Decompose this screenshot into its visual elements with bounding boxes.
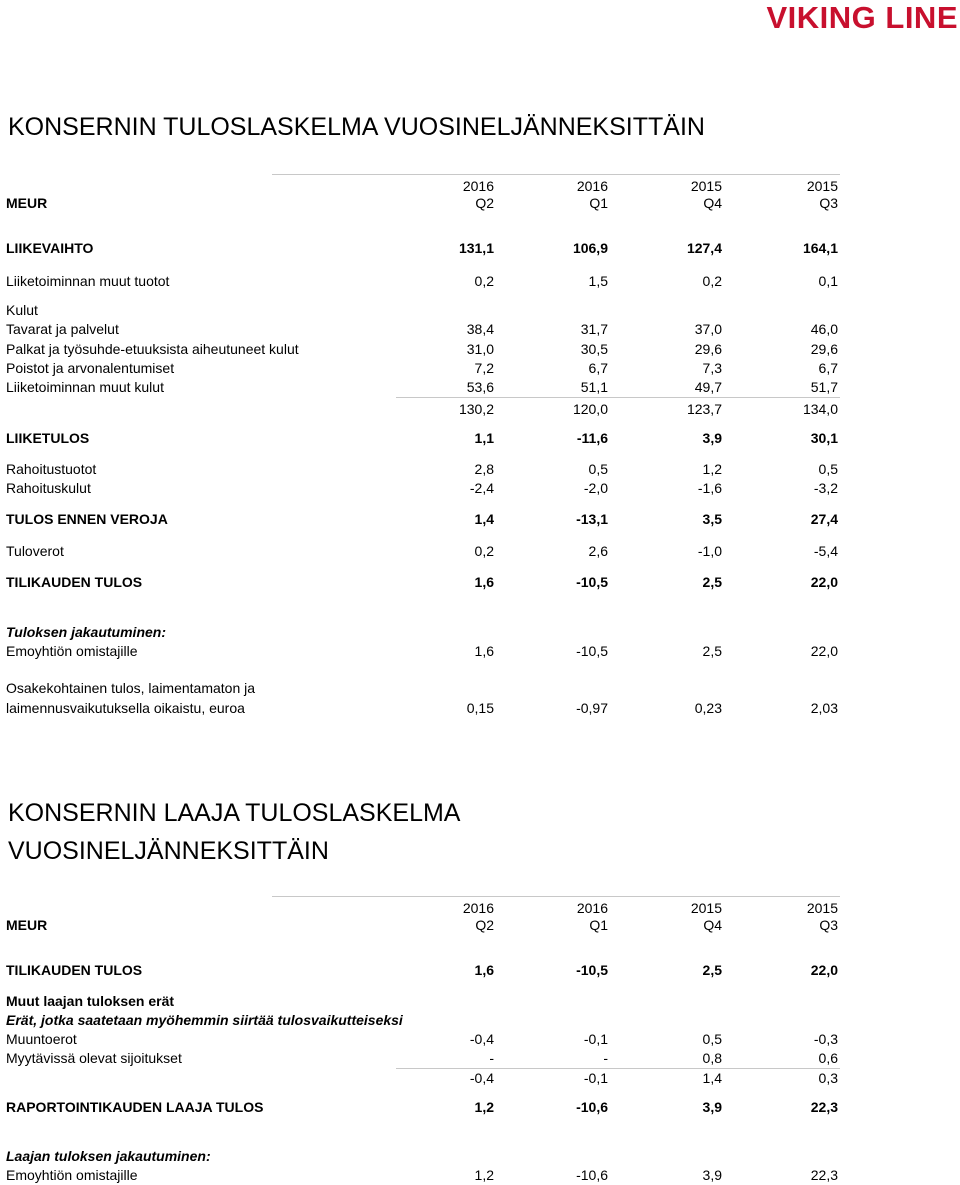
cell-value: 123,7 [686, 401, 722, 417]
col-year: 2016 [462, 900, 494, 916]
cell-value: -5,4 [813, 543, 838, 559]
cell-value: 0,2 [702, 273, 722, 289]
cell-value: 51,7 [810, 379, 838, 395]
cell-value: 1,6 [474, 962, 494, 978]
table-row-jakautuminen-heading [0, 623, 840, 641]
cell-value: 22,0 [810, 574, 838, 590]
viking-line-logo: VIKING LINE [766, 0, 958, 35]
cell-value: 53,6 [466, 379, 494, 395]
cell-value: -1,6 [697, 480, 722, 496]
comprehensive-income-header [0, 896, 840, 936]
row-label: Emoyhtiön omistajille [6, 643, 138, 659]
cell-value: -10,5 [576, 574, 608, 590]
table-row-muuntoerot [0, 1030, 840, 1048]
cell-value: 2,6 [588, 543, 608, 559]
subtotal-divider [396, 397, 840, 398]
cell-value: 0,2 [474, 543, 494, 559]
cell-value: 3,9 [702, 1099, 722, 1115]
comprehensive-income-title-line2: VUOSINELJÄNNEKSITTÄIN [8, 837, 329, 865]
cell-value: 49,7 [694, 379, 722, 395]
cell-value: -0,97 [576, 700, 608, 716]
row-label: TILIKAUDEN TULOS [6, 962, 143, 978]
table-row-tuloverot [0, 542, 840, 560]
cell-value: 6,7 [818, 360, 838, 376]
cell-value: 164,1 [802, 240, 838, 256]
table-row-tilikauden-tulos [0, 961, 840, 979]
cell-value: -10,6 [576, 1099, 608, 1115]
cell-value: 2,8 [474, 461, 494, 477]
col-quarter: Q2 [475, 917, 494, 933]
cell-value: 31,0 [466, 341, 494, 357]
row-label: Rahoitustuotot [6, 461, 97, 477]
row-label: Emoyhtiön omistajille [6, 1167, 138, 1183]
cell-value: -0,1 [583, 1070, 608, 1086]
row-label: Tuloksen jakautuminen: [6, 624, 166, 640]
table-row-laaja-tulos [0, 1098, 840, 1116]
cell-value: 22,3 [810, 1099, 838, 1115]
row-label: Liiketoiminnan muut kulut [6, 379, 164, 395]
cell-value: 0,1 [818, 273, 838, 289]
cell-value: -2,0 [583, 480, 608, 496]
income-statement-title: KONSERNIN TULOSLASKELMA VUOSINELJÄNNEKSITTÄIN [8, 113, 705, 141]
cell-value: - [603, 1050, 608, 1066]
table-row-muut-tuotot [0, 272, 840, 290]
header-divider [272, 896, 840, 897]
cell-value: 6,7 [588, 360, 608, 376]
col-quarter: Q2 [475, 195, 494, 211]
col-year: 2015 [806, 178, 838, 194]
table-row-palkat [0, 340, 840, 358]
row-label: Muuntoerot [6, 1031, 77, 1047]
cell-value: 38,4 [466, 321, 494, 337]
cell-value: 0,3 [818, 1070, 838, 1086]
cell-value: -10,5 [576, 962, 608, 978]
cell-value: 0,5 [702, 1031, 722, 1047]
cell-value: 2,5 [702, 962, 722, 978]
col-quarter: Q1 [589, 917, 608, 933]
cell-value: -1,0 [697, 543, 722, 559]
cell-value: 120,0 [572, 401, 608, 417]
cell-value: 3,5 [702, 511, 722, 527]
cell-value: 0,8 [702, 1050, 722, 1066]
cell-value: 0,23 [694, 700, 722, 716]
cell-value: 1,4 [702, 1070, 722, 1086]
col-quarter: Q3 [819, 917, 838, 933]
row-label: Rahoituskulut [6, 480, 91, 496]
unit-label: MEUR [6, 917, 48, 933]
table-row-muut-kulut [0, 378, 840, 396]
cell-value: 1,2 [474, 1167, 494, 1183]
row-label: RAPORTOINTIKAUDEN LAAJA TULOS [6, 1099, 264, 1115]
cell-value: 131,1 [458, 240, 494, 256]
col-year: 2016 [576, 178, 608, 194]
table-row-yhteensa [0, 1069, 840, 1087]
row-label: TULOS ENNEN VEROJA [6, 511, 168, 527]
row-label: Poistot ja arvonalentumiset [6, 360, 175, 376]
cell-value: 0,5 [818, 461, 838, 477]
col-year: 2015 [806, 900, 838, 916]
cell-value: 127,4 [686, 240, 722, 256]
row-label: Laajan tuloksen jakautuminen: [6, 1148, 211, 1164]
col-year: 2016 [462, 178, 494, 194]
cell-value: 2,5 [702, 643, 722, 659]
row-label: Myytävissä olevat sijoitukset [6, 1050, 182, 1066]
cell-value: 1,1 [474, 430, 494, 446]
cell-value: -2,4 [469, 480, 494, 496]
cell-value: 30,5 [580, 341, 608, 357]
table-row-emoyhtio [0, 1166, 840, 1184]
cell-value: 51,1 [580, 379, 608, 395]
cell-value: 0,15 [466, 700, 494, 716]
table-row-tulos-ennen-veroja [0, 510, 840, 528]
table-row-poistot [0, 359, 840, 377]
table-row-liiketulos [0, 429, 840, 447]
table-row-rahoitustuotot [0, 460, 840, 478]
cell-value: -13,1 [576, 511, 608, 527]
cell-value: 22,0 [810, 962, 838, 978]
cell-value: 2,5 [702, 574, 722, 590]
cell-value: 1,6 [474, 574, 494, 590]
cell-value: -0,4 [469, 1070, 494, 1086]
table-row-muut-erat-heading [0, 992, 840, 1010]
col-quarter: Q3 [819, 195, 838, 211]
table-row-tavarat [0, 320, 840, 338]
row-label: TILIKAUDEN TULOS [6, 574, 143, 590]
col-quarter: Q4 [703, 195, 722, 211]
cell-value: -11,6 [576, 430, 608, 446]
cell-value: 1,4 [474, 511, 494, 527]
row-label: LIIKETULOS [6, 430, 90, 446]
row-label: Liiketoiminnan muut tuotot [6, 273, 170, 289]
cell-value: 130,2 [458, 401, 494, 417]
table-row-myytavissa [0, 1049, 840, 1067]
table-row-jakautuminen-heading [0, 1147, 840, 1165]
cell-value: 22,3 [810, 1167, 838, 1183]
row-label: laimennusvaikutuksella oikaistu, euroa [6, 700, 245, 716]
cell-value: 29,6 [694, 341, 722, 357]
cell-value: -0,1 [583, 1031, 608, 1047]
table-row-siirtaa-heading [0, 1011, 840, 1029]
cell-value: 22,0 [810, 643, 838, 659]
row-label: Kulut [6, 302, 38, 318]
table-row-kulut-yhteensa [0, 400, 840, 418]
table-row-emoyhtio [0, 642, 840, 660]
income-statement-header [0, 174, 840, 214]
cell-value: 134,0 [802, 401, 838, 417]
cell-value: 27,4 [810, 511, 838, 527]
cell-value: 1,2 [702, 461, 722, 477]
cell-value: 46,0 [810, 321, 838, 337]
cell-value: 106,9 [572, 240, 608, 256]
cell-value: 1,5 [588, 273, 608, 289]
cell-value: 7,2 [474, 360, 494, 376]
table-row-liikevaihto [0, 239, 840, 257]
cell-value: 0,5 [588, 461, 608, 477]
cell-value: 7,3 [702, 360, 722, 376]
cell-value: 1,6 [474, 643, 494, 659]
row-label: LIIKEVAIHTO [6, 240, 94, 256]
row-label: Osakekohtainen tulos, laimentamaton ja [6, 680, 256, 696]
table-row-osakekohtainen [0, 679, 840, 717]
cell-value: 3,9 [702, 430, 722, 446]
cell-value: 37,0 [694, 321, 722, 337]
table-row-tilikauden-tulos [0, 573, 840, 591]
cell-value: 0,6 [818, 1050, 838, 1066]
cell-value: 1,2 [474, 1099, 494, 1115]
table-row-kulut-heading [0, 301, 840, 319]
col-year: 2016 [576, 900, 608, 916]
cell-value: - [489, 1050, 494, 1066]
unit-label: MEUR [6, 195, 48, 211]
cell-value: -10,5 [576, 643, 608, 659]
table-row-rahoituskulut [0, 479, 840, 497]
cell-value: -10,6 [576, 1167, 608, 1183]
cell-value: -0,4 [469, 1031, 494, 1047]
row-label: Tavarat ja palvelut [6, 321, 119, 337]
cell-value: 31,7 [580, 321, 608, 337]
cell-value: -3,2 [813, 480, 838, 496]
cell-value: 3,9 [702, 1167, 722, 1183]
row-label: Muut laajan tuloksen erät [6, 993, 175, 1009]
col-year: 2015 [690, 900, 722, 916]
cell-value: 29,6 [810, 341, 838, 357]
col-year: 2015 [690, 178, 722, 194]
row-label: Palkat ja työsuhde-etuuksista aiheutuneet kulut [6, 341, 299, 357]
header-divider [272, 174, 840, 175]
col-quarter: Q1 [589, 195, 608, 211]
cell-value: 30,1 [810, 430, 838, 446]
cell-value: 0,2 [474, 273, 494, 289]
cell-value: 2,03 [810, 700, 838, 716]
row-label: Erät, jotka saatetaan myöhemmin siirtää tulosvaikutteiseksi [6, 1012, 403, 1028]
col-quarter: Q4 [703, 917, 722, 933]
comprehensive-income-title-line1: KONSERNIN LAAJA TULOSLASKELMA [8, 799, 461, 827]
row-label: Tuloverot [6, 543, 64, 559]
cell-value: -0,3 [813, 1031, 838, 1047]
